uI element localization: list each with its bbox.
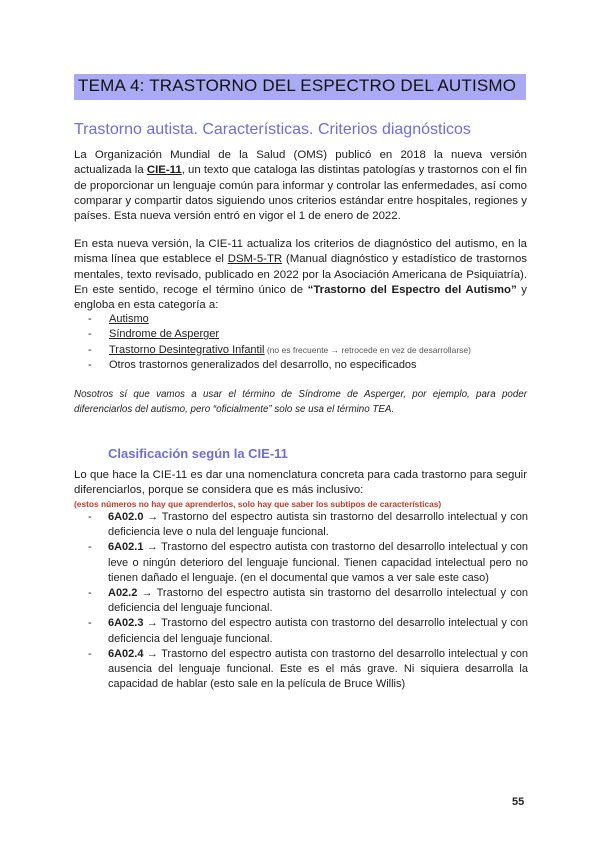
paragraph-cie-update [74, 237, 527, 313]
list-dash: - [88, 511, 92, 523]
code-label: 6A02.1 [108, 541, 144, 554]
list-item [88, 616, 528, 646]
list-item [88, 586, 528, 616]
classification-list [88, 510, 528, 692]
list-item-note: (no es frecuente → retrocede en vez de desarrollarse) [264, 344, 471, 355]
tea-category-list [88, 312, 528, 373]
code-label: 6A02.0 [108, 511, 144, 523]
paragraph-cie-part3: y engloba en esta categoría a: [74, 283, 527, 312]
list-item-text: Trastorno Desintegrativo Infantil [109, 343, 265, 356]
paragraph-cie-part2: (Manual diagnóstico y estadístico de trastornos mentales, texto revisado, publicado en 2022 por la Asociación Americana de Psiquiatría). En este sentido, recoge el término único de [74, 253, 527, 296]
code-label: A02.2 [108, 587, 138, 600]
list-item [88, 312, 528, 327]
page-number: 55 [512, 796, 525, 808]
tea-term: “Trastorno del Espectro del Autismo” [307, 283, 517, 296]
paragraph-cie-part1: En esta nueva versión, la CIE-11 actualiza los criterios de diagnóstico del autismo, en la misma línea que establece el [74, 238, 527, 266]
list-item [88, 343, 528, 358]
code-description: → Trastorno del espectro autista sin trastorno del desarrollo intelectual y con deficiencia leve o nula del lenguaje funcional. [108, 511, 528, 539]
cie-11-term: CIE-11 [146, 164, 182, 177]
section-subtitle: Trastorno autista. Características. Criterios diagnósticos [74, 121, 471, 138]
list-item [88, 647, 528, 693]
red-note: (estos números no hay que aprenderlos, solo hay que saber los subtipos de características) [74, 499, 442, 509]
list-dash: - [88, 647, 92, 660]
section-heading: Clasificación según la CIE-11 [108, 446, 288, 461]
paragraph-oms [74, 148, 527, 224]
list-dash: - [88, 328, 92, 341]
paragraph-classification: Lo que hace la CIE-11 es dar una nomenclatura concreta para cada trastorno para seguir diferenciarlos, porque se considera que es más inclusivo: [74, 469, 527, 497]
code-description: → Trastorno del espectro autista con trastorno del desarrollo intelectual y con leve o ningún deterioro del lenguaje funcional. Tienen capacidad intelectual pero no tienen dañado el lenguaje. (en el documental que vamos a ver sale este caso) [108, 541, 528, 584]
list-dash: - [88, 617, 92, 630]
italic-note: Nosotros sí que vamos a usar el término de Síndrome de Asperger, por ejemplo, para poder diferenciarlos del autismo, pero “oficialmente” solo se usa el término TEA. [74, 389, 527, 415]
list-dash: - [88, 587, 92, 600]
list-item [88, 540, 528, 586]
list-dash: - [88, 313, 92, 325]
code-label: 6A02.3 [108, 617, 144, 630]
list-item-text: Síndrome de Asperger [109, 328, 220, 341]
page-title: TEMA 4: TRASTORNO DEL ESPECTRO DEL AUTISMO [78, 76, 517, 95]
list-dash: - [88, 343, 92, 356]
list-item [88, 510, 528, 540]
paragraph-oms-part1: La Organización Mundial de la Salud (OMS) publicó en 2018 la nueva versión actualizada la [74, 149, 527, 177]
list-dash: - [88, 358, 92, 371]
paragraph-oms-part2: , un texto que cataloga las distintas patologías y trastornos con el fin de proporcionar un lenguaje común para informar y controlar las enfermedades, así como comparar y compartir datos siguiendo unos criterios estándar entre hospitales, regiones y países. Esta nueva versión entró en vigor el 1 de enero de 2022. [74, 164, 527, 223]
list-item-text: Otros trastornos generalizados del desarrollo, no especificados [109, 358, 417, 371]
list-dash: - [88, 541, 92, 554]
list-item [88, 327, 528, 342]
code-label: 6A02.4 [108, 647, 144, 660]
list-item [88, 358, 528, 373]
code-description: → Trastorno del espectro autista sin trastorno del desarrollo intelectual y con deficiencia del lenguaje funcional. [108, 587, 528, 615]
code-description: → Trastorno del espectro autista con trastorno del desarrollo intelectual y con ausencia del lenguaje funcional. Este es el más grave. Ni siquiera desarrolla la capacidad de hablar (esto sale en la película de Bruce Willis) [108, 647, 528, 691]
dsm-term: DSM-5-TR [227, 253, 283, 266]
code-description: → Trastorno del espectro autista con trastorno del desarrollo intelectual y con deficiencia del lenguaje funcional. [108, 617, 528, 645]
list-item-text: Autismo [109, 313, 149, 325]
